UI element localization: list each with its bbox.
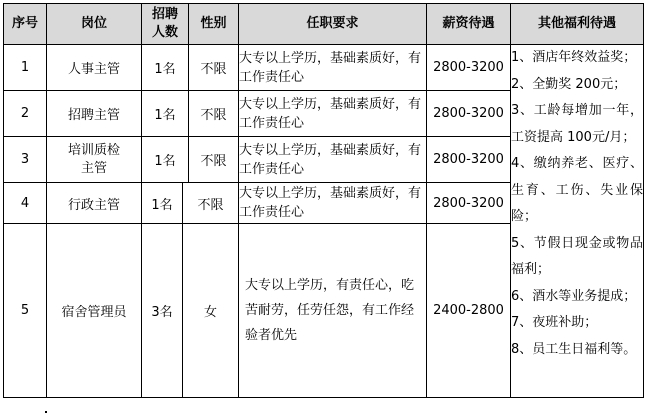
row-count: 1名 [142, 137, 189, 183]
row-salary: 2800-3200 [427, 91, 511, 137]
row-no: 2 [4, 91, 47, 137]
benefit-item: 8、员工生日福利等。 [511, 341, 637, 357]
count-gender-cell [142, 183, 239, 224]
row-salary: 2800-3200 [427, 137, 511, 183]
row-no: 1 [4, 45, 47, 91]
row-position: 人事主管 [47, 45, 142, 91]
row-position: 宿舍管理员 [47, 224, 142, 398]
row-gender: 不限 [182, 183, 238, 223]
benefit-item: 2、全勤奖 200元； [511, 76, 627, 92]
benefit-item: 4、缴纳养老、医疗、生育、工伤、失业保险； [511, 156, 643, 224]
header-gender: 性别 [189, 4, 239, 45]
table-row [4, 45, 644, 91]
row-count: 1名 [151, 197, 173, 213]
benefit-item: 6、酒水等业务提成； [511, 288, 637, 304]
row-no: 5 [4, 224, 47, 398]
count-gender-cell [142, 224, 239, 398]
benefit-item: 7、夜班补助； [511, 315, 598, 330]
row-no: 3 [4, 137, 47, 183]
row-requirements: 大专以上学历，基础素质好，有工作责任心 [239, 91, 427, 137]
header-no: 序号 [4, 4, 47, 45]
benefit-item: 1、酒店年终效益奖； [511, 50, 637, 65]
header-count: 招聘人数 [142, 4, 189, 45]
header-row [4, 4, 644, 45]
row-count: 1名 [142, 91, 189, 137]
row-requirements: 大专以上学历，基础素质好，有工作责任心 [239, 137, 427, 183]
row-requirements: 大专以上学历，有责任心，吃苦耐劳，任劳任怨，有工作经验者优先 [239, 224, 427, 398]
row-gender: 不限 [189, 91, 239, 137]
stray-mark [45, 411, 47, 413]
header-benefits: 其他福利待遇 [511, 4, 644, 45]
row-position: 行政主管 [47, 183, 142, 224]
row-salary: 2800-3200 [427, 45, 511, 91]
row-salary: 2400-2800 [427, 224, 511, 398]
header-salary: 薪资待遇 [427, 4, 511, 45]
row-position: 培训质检主管 [47, 137, 142, 183]
row-requirements: 大专以上学历，基础素质好，有工作责任心 [239, 183, 427, 224]
row-gender: 女 [182, 224, 238, 397]
row-position: 招聘主管 [47, 91, 142, 137]
row-no: 4 [4, 183, 47, 224]
recruitment-table [3, 3, 644, 398]
benefit-item: 5、节假日现金或物品福利； [511, 235, 643, 277]
row-count: 3名 [151, 305, 173, 320]
row-gender: 不限 [189, 137, 239, 183]
header-requirements: 任职要求 [239, 4, 427, 45]
row-salary: 2800-3200 [427, 183, 511, 224]
benefit-item: 3、工龄每增加一年，工资提高 100元/月； [511, 103, 643, 145]
row-requirements: 大专以上学历，基础素质好，有工作责任心 [239, 45, 427, 91]
row-gender: 不限 [189, 45, 239, 91]
benefits-cell [511, 45, 644, 398]
header-position: 岗位 [47, 4, 142, 45]
row-count: 1名 [142, 45, 189, 91]
